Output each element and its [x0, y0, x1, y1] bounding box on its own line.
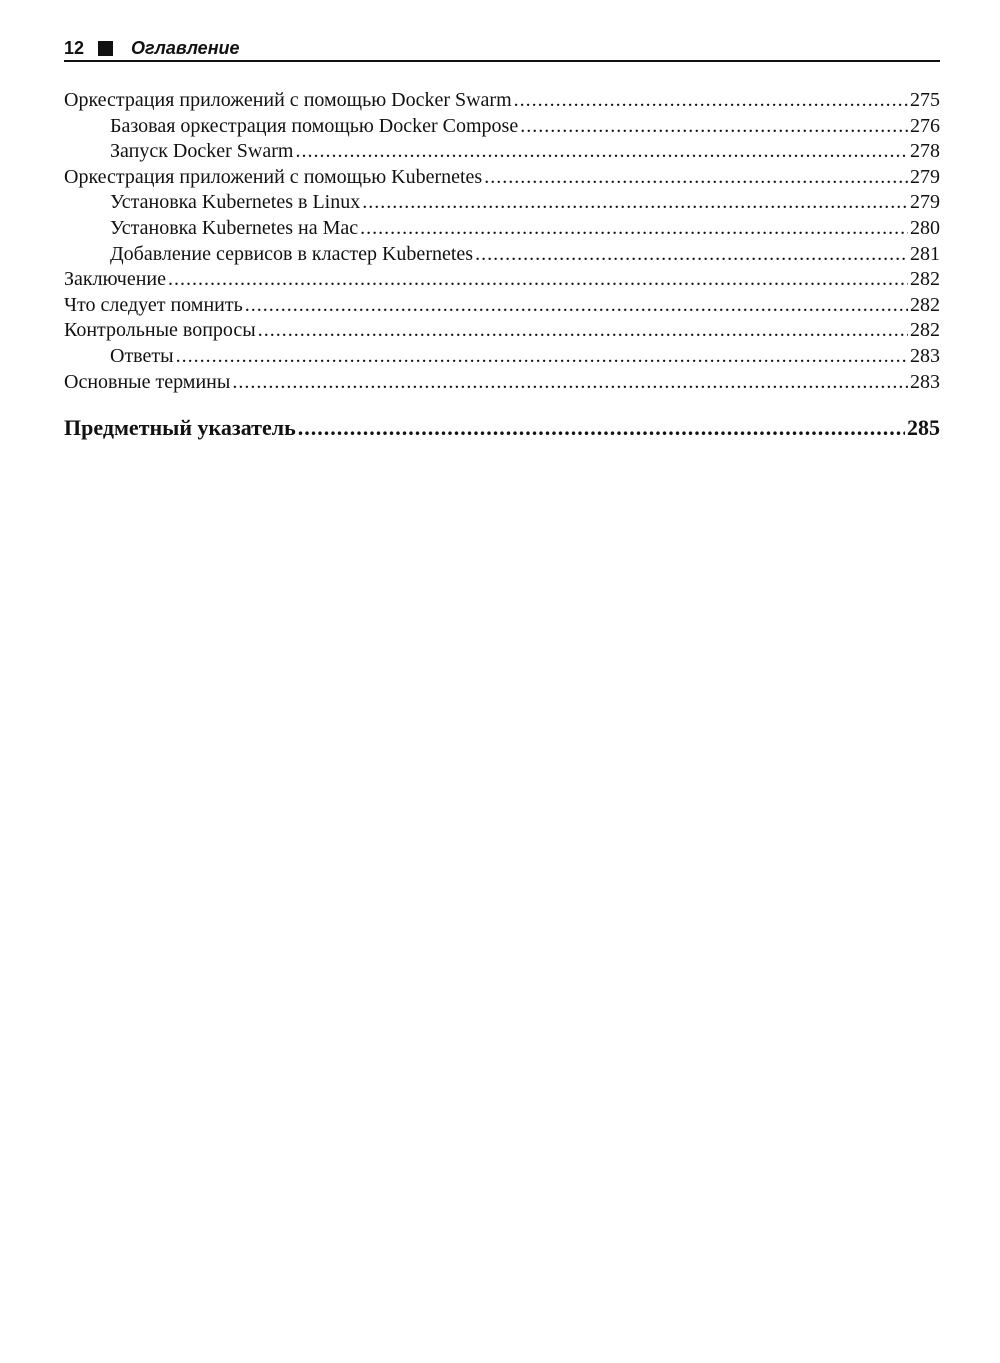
running-header — [64, 36, 940, 62]
toc-entry-title: Предметный указатель — [64, 415, 296, 441]
toc-dot-leader — [176, 344, 908, 370]
square-bullet-icon — [98, 41, 113, 56]
toc-entry — [64, 216, 940, 242]
toc-entry — [64, 293, 940, 319]
toc-entry-page: 282 — [910, 268, 940, 291]
toc-entry-title: Установка Kubernetes в Linux — [110, 191, 361, 214]
toc-entry-page: 279 — [910, 191, 940, 214]
toc-dot-leader — [362, 190, 908, 216]
toc-entry — [64, 344, 940, 370]
toc-dot-leader — [514, 88, 908, 114]
toc-dot-leader — [520, 114, 908, 140]
toc-dot-leader — [360, 216, 908, 242]
toc-entry-title: Что следует помнить — [64, 293, 243, 316]
header-page-number: 12 — [64, 37, 85, 58]
toc-entry — [64, 267, 940, 293]
toc-dot-leader — [298, 415, 905, 441]
toc-entry-page: 280 — [910, 216, 940, 239]
toc-entry-title: Контрольные вопросы — [64, 319, 256, 342]
toc-entry-page: 282 — [910, 293, 940, 316]
toc-entry — [64, 370, 940, 396]
header-title: Оглавление — [131, 37, 240, 58]
toc-entry — [64, 318, 940, 344]
toc-entry-page: 276 — [910, 114, 940, 137]
toc-dot-leader — [232, 370, 908, 396]
toc-entry-page: 283 — [910, 370, 940, 393]
toc-entry-page: 279 — [910, 165, 940, 188]
toc-entry-page: 283 — [910, 344, 940, 367]
toc-entry — [64, 88, 940, 114]
toc-entry — [64, 139, 940, 165]
toc-entry-title: Установка Kubernetes на Mac — [110, 216, 359, 239]
toc-entry-page: 281 — [910, 242, 940, 265]
toc-entry-index — [64, 415, 940, 441]
toc-entry-title: Основные термины — [64, 370, 231, 393]
toc-entry-page: 285 — [907, 415, 940, 441]
toc-entry-page: 275 — [910, 89, 940, 111]
toc-dot-leader — [475, 242, 908, 268]
toc-entry — [64, 190, 940, 216]
toc-entry — [64, 165, 940, 191]
toc-dot-leader — [245, 293, 908, 319]
toc-entry — [64, 114, 940, 140]
toc-entry-title: Запуск Docker Swarm — [110, 140, 294, 163]
toc-entry-page: 278 — [910, 140, 940, 163]
toc-dot-leader — [295, 139, 908, 165]
toc-entry-title: Заключение — [64, 268, 166, 291]
toc-dot-leader — [258, 318, 908, 344]
document-page — [64, 36, 940, 441]
toc-entry — [64, 242, 940, 268]
toc-entry-page: 282 — [910, 319, 940, 342]
toc-entry-title: Оркестрация приложений с помощью Kubernetes — [64, 165, 483, 188]
toc-dot-leader — [168, 267, 908, 293]
table-of-contents — [64, 88, 940, 441]
toc-entry-title: Добавление сервисов в кластер Kubernetes — [110, 242, 474, 265]
toc-dot-leader — [484, 165, 908, 191]
toc-entry-title: Оркестрация приложений с помощью Docker Swarm — [64, 89, 512, 111]
toc-entry-title: Ответы — [110, 344, 174, 367]
toc-entry-title: Базовая оркестрация помощью Docker Compose — [110, 114, 519, 137]
